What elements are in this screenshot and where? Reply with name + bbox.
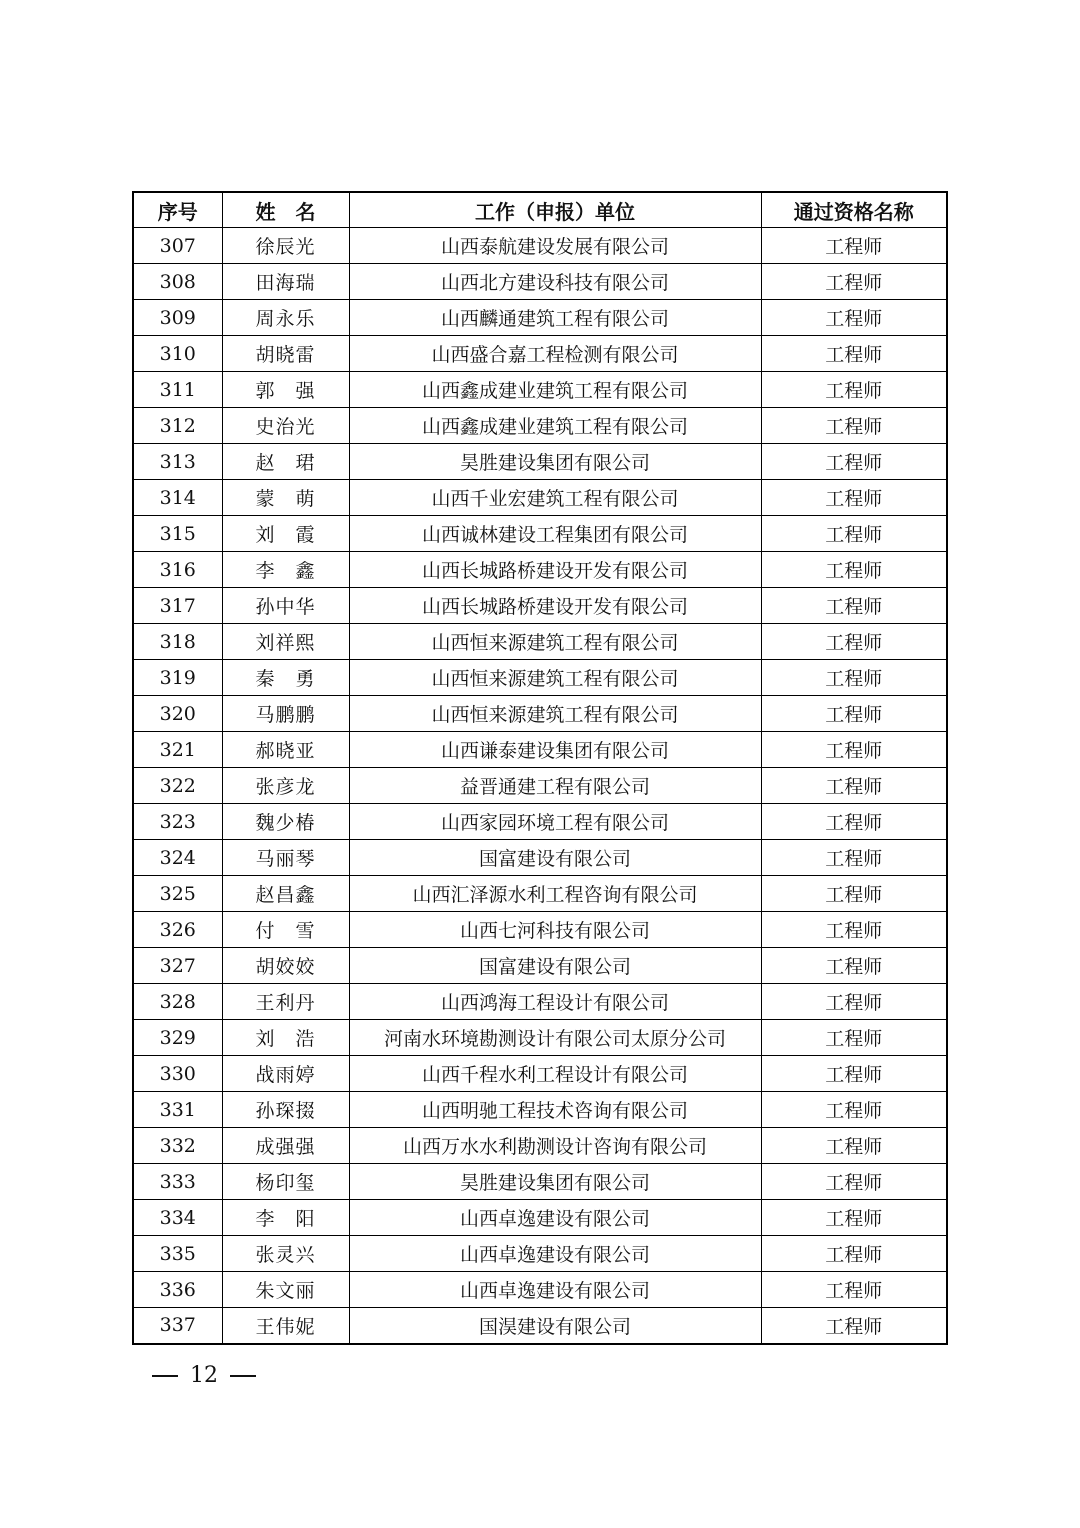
cell-qualification: 工程师 [761,1200,947,1236]
cell-name: 成强强 [222,1128,349,1164]
cell-qualification: 工程师 [761,264,947,300]
cell-qualification: 工程师 [761,552,947,588]
cell-name: 张灵兴 [222,1236,349,1272]
table-row [133,1236,947,1272]
cell-unit: 益晋通建工程有限公司 [349,768,761,804]
cell-unit: 山西家园环境工程有限公司 [349,804,761,840]
cell-unit: 山西鸿海工程设计有限公司 [349,984,761,1020]
table-row [133,1020,947,1056]
cell-unit: 山西诚林建设工程集团有限公司 [349,516,761,552]
cell-name: 刘祥熙 [222,624,349,660]
table-row [133,228,947,264]
cell-unit: 山西谦泰建设集团有限公司 [349,732,761,768]
cell-name: 李 阳 [222,1200,349,1236]
cell-no: 332 [133,1128,222,1164]
cell-qualification: 工程师 [761,516,947,552]
table-row [133,732,947,768]
cell-no: 307 [133,228,222,264]
cell-unit: 山西万水水利勘测设计咨询有限公司 [349,1128,761,1164]
cell-qualification: 工程师 [761,804,947,840]
cell-qualification: 工程师 [761,1272,947,1308]
table-row [133,768,947,804]
cell-no: 329 [133,1020,222,1056]
cell-no: 321 [133,732,222,768]
table-row [133,696,947,732]
cell-unit: 山西恒来源建筑工程有限公司 [349,696,761,732]
cell-name: 赵昌鑫 [222,876,349,912]
table-row [133,912,947,948]
cell-qualification: 工程师 [761,948,947,984]
cell-qualification: 工程师 [761,984,947,1020]
cell-unit: 山西卓逸建设有限公司 [349,1272,761,1308]
cell-name: 李 鑫 [222,552,349,588]
cell-qualification: 工程师 [761,1092,947,1128]
table-row [133,840,947,876]
page-number: 12 [190,1363,218,1388]
cell-no: 331 [133,1092,222,1128]
cell-unit: 山西千业宏建筑工程有限公司 [349,480,761,516]
cell-name: 史治光 [222,408,349,444]
cell-name: 朱文丽 [222,1272,349,1308]
cell-no: 320 [133,696,222,732]
cell-qualification: 工程师 [761,228,947,264]
table-row [133,948,947,984]
table-row [133,1272,947,1308]
cell-qualification: 工程师 [761,444,947,480]
cell-unit: 国富建设有限公司 [349,840,761,876]
cell-qualification: 工程师 [761,768,947,804]
cell-no: 336 [133,1272,222,1308]
cell-unit: 昊胜建设集团有限公司 [349,444,761,480]
cell-qualification: 工程师 [761,1236,947,1272]
cell-unit: 山西鑫成建业建筑工程有限公司 [349,372,761,408]
table-row [133,1056,947,1092]
qualification-table [132,191,948,1345]
table-row [133,588,947,624]
cell-qualification: 工程师 [761,696,947,732]
cell-qualification: 工程师 [761,300,947,336]
cell-name: 马丽琴 [222,840,349,876]
cell-no: 311 [133,372,222,408]
cell-qualification: 工程师 [761,624,947,660]
cell-qualification: 工程师 [761,840,947,876]
cell-no: 309 [133,300,222,336]
cell-name: 王利丹 [222,984,349,1020]
cell-name: 胡姣姣 [222,948,349,984]
cell-unit: 昊胜建设集团有限公司 [349,1164,761,1200]
cell-unit: 国富建设有限公司 [349,948,761,984]
table-row [133,660,947,696]
cell-no: 317 [133,588,222,624]
cell-unit: 山西麟通建筑工程有限公司 [349,300,761,336]
cell-name: 秦 勇 [222,660,349,696]
cell-name: 赵 珺 [222,444,349,480]
cell-unit: 山西长城路桥建设开发有限公司 [349,552,761,588]
table-row [133,300,947,336]
cell-name: 张彦龙 [222,768,349,804]
header-name: 姓 名 [222,192,349,228]
cell-qualification: 工程师 [761,336,947,372]
cell-unit: 山西长城路桥建设开发有限公司 [349,588,761,624]
cell-no: 308 [133,264,222,300]
table-row [133,804,947,840]
cell-qualification: 工程师 [761,1164,947,1200]
cell-no: 310 [133,336,222,372]
cell-name: 战雨婷 [222,1056,349,1092]
cell-name: 刘 浩 [222,1020,349,1056]
cell-qualification: 工程师 [761,660,947,696]
table-row [133,1128,947,1164]
cell-unit: 山西北方建设科技有限公司 [349,264,761,300]
header-unit: 工作（申报）单位 [349,192,761,228]
page-footer [152,1363,256,1388]
cell-no: 316 [133,552,222,588]
table-row [133,444,947,480]
cell-no: 315 [133,516,222,552]
table-body [133,228,947,1344]
cell-no: 327 [133,948,222,984]
cell-no: 333 [133,1164,222,1200]
table-row [133,336,947,372]
cell-no: 334 [133,1200,222,1236]
table-row [133,480,947,516]
cell-name: 孙中华 [222,588,349,624]
cell-no: 328 [133,984,222,1020]
cell-name: 王伟妮 [222,1308,349,1344]
footer-dash-right [230,1375,256,1377]
cell-no: 326 [133,912,222,948]
table-row [133,1092,947,1128]
cell-no: 313 [133,444,222,480]
cell-name: 田海瑞 [222,264,349,300]
cell-no: 325 [133,876,222,912]
cell-unit: 山西鑫成建业建筑工程有限公司 [349,408,761,444]
table-row [133,624,947,660]
header-no: 序号 [133,192,222,228]
cell-no: 318 [133,624,222,660]
cell-name: 郭 强 [222,372,349,408]
cell-qualification: 工程师 [761,732,947,768]
cell-unit: 山西泰航建设发展有限公司 [349,228,761,264]
cell-name: 魏少椿 [222,804,349,840]
table-row [133,984,947,1020]
table-row [133,264,947,300]
cell-unit: 山西七河科技有限公司 [349,912,761,948]
cell-no: 312 [133,408,222,444]
table-row [133,408,947,444]
cell-name: 徐辰光 [222,228,349,264]
header-qualification: 通过资格名称 [761,192,947,228]
cell-no: 330 [133,1056,222,1092]
cell-no: 324 [133,840,222,876]
cell-unit: 山西卓逸建设有限公司 [349,1200,761,1236]
table-row [133,552,947,588]
cell-name: 胡晓雷 [222,336,349,372]
cell-unit: 山西卓逸建设有限公司 [349,1236,761,1272]
cell-no: 337 [133,1308,222,1344]
cell-name: 周永乐 [222,300,349,336]
table-row [133,1308,947,1344]
cell-qualification: 工程师 [761,480,947,516]
cell-qualification: 工程师 [761,372,947,408]
table-row [133,516,947,552]
table-row [133,372,947,408]
table-row [133,1164,947,1200]
cell-no: 314 [133,480,222,516]
cell-no: 335 [133,1236,222,1272]
cell-name: 马鹏鹏 [222,696,349,732]
cell-unit: 国淏建设有限公司 [349,1308,761,1344]
cell-name: 孙琛掇 [222,1092,349,1128]
cell-qualification: 工程师 [761,408,947,444]
cell-qualification: 工程师 [761,1056,947,1092]
cell-name: 付 雪 [222,912,349,948]
cell-unit: 河南水环境勘测设计有限公司太原分公司 [349,1020,761,1056]
cell-no: 322 [133,768,222,804]
cell-name: 刘 霞 [222,516,349,552]
cell-unit: 山西明驰工程技术咨询有限公司 [349,1092,761,1128]
cell-no: 319 [133,660,222,696]
table-row [133,876,947,912]
cell-qualification: 工程师 [761,1308,947,1344]
footer-dash-left [152,1375,178,1377]
cell-unit: 山西千程水利工程设计有限公司 [349,1056,761,1092]
cell-qualification: 工程师 [761,1128,947,1164]
cell-qualification: 工程师 [761,588,947,624]
cell-unit: 山西汇泽源水利工程咨询有限公司 [349,876,761,912]
cell-unit: 山西盛合嘉工程检测有限公司 [349,336,761,372]
table-row [133,1200,947,1236]
cell-name: 蒙 萌 [222,480,349,516]
cell-name: 杨印玺 [222,1164,349,1200]
cell-unit: 山西恒来源建筑工程有限公司 [349,660,761,696]
cell-unit: 山西恒来源建筑工程有限公司 [349,624,761,660]
cell-qualification: 工程师 [761,912,947,948]
cell-qualification: 工程师 [761,876,947,912]
table-header-row [133,192,947,228]
cell-no: 323 [133,804,222,840]
cell-qualification: 工程师 [761,1020,947,1056]
cell-name: 郝晓亚 [222,732,349,768]
